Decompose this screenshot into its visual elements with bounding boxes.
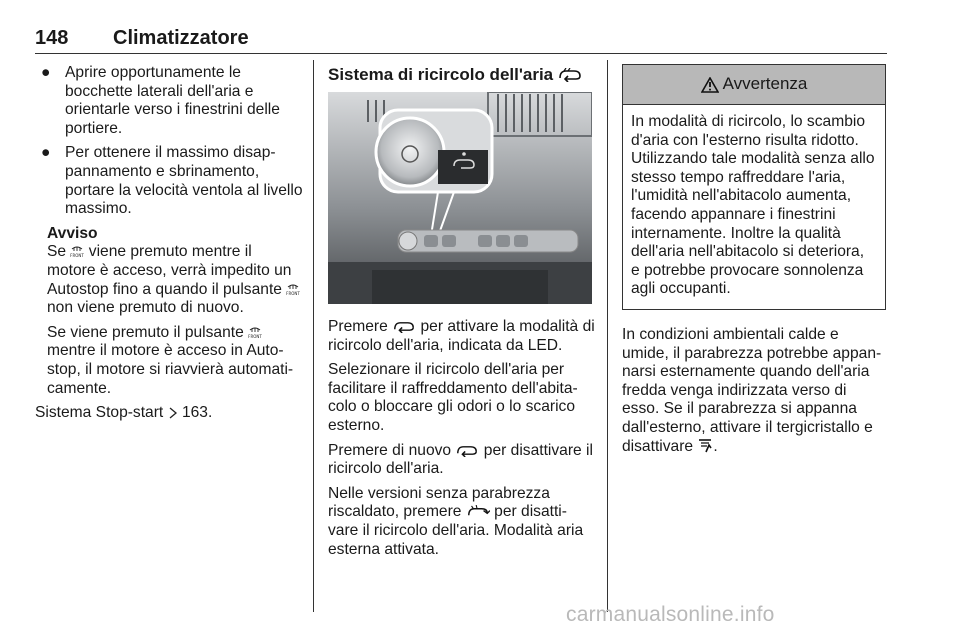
cross-reference[interactable]: Sistema Stop-start 163.	[35, 404, 213, 422]
air-recirculation-icon	[557, 68, 583, 82]
note-paragraph-1: Se FRONT viene premuto mentre il motore è acceso, verrà impedito un Autostop fino a quando il pulsante FRONT non viene premuto di nuovo.	[47, 243, 301, 317]
col3-paragraph-1: In condizioni ambientali calde e umide, il parabrezza potrebbe appan-narsi esternamente quando dell'aria fredda venga indirizzata verso di esso. Se il parabrezza si appanna dall'esterno, attivare il tergicristallo e disattivare .	[622, 325, 882, 455]
list-item: ● Per ottenere il massimo disap-pannamento e sbrinamento, portare la velocità ventola al livello massimo.	[41, 144, 303, 218]
warning-text: In modalità di ricircolo, lo scambio d'aria con l'esterno risulta ridotto. Utilizzando tale modalità senza allo stesso tempo raffreddare l'aria, l'umidità nell'abitacolo aumenta, facendo appannare i finestrini internamente. Inoltre la qualità dell'aria nell'abitacolo si deteriora, e potrebbe provocare sonnolenza agli occupanti.	[631, 113, 875, 298]
note-paragraph-2: Se viene premuto il pulsante FRONT mentre il motore è acceso in Auto-stop, il motore si riavvierà automati-camente.	[47, 323, 294, 397]
air-recirculation-icon	[455, 444, 479, 457]
svg-text:FRONT: FRONT	[70, 253, 85, 259]
note-block	[35, 225, 303, 398]
air-recirculation-icon	[392, 320, 416, 333]
col2-paragraph-1: Premere per attivare la modalità di ricircolo dell'aria, indicata da LED.	[328, 318, 595, 354]
warning-triangle-icon	[701, 77, 719, 93]
front-defrost-icon	[248, 325, 262, 339]
warning-title: Avvertenza	[722, 74, 808, 94]
col2-paragraph-2: Selezionare il ricircolo dell'aria per facilitare il raffreddamento dell'abita-colo o bloccare gli odori o lo scarico esterno.	[328, 361, 578, 434]
page-reference-arrow-icon	[168, 407, 178, 419]
warning-header	[623, 65, 885, 105]
console-illustration	[328, 92, 592, 304]
watermark: carmanualsonline.info	[566, 603, 775, 626]
column-2	[328, 64, 596, 565]
column-divider-1	[313, 60, 314, 612]
bullet-list	[35, 64, 303, 219]
col2-paragraph-3: Premere di nuovo per disattivare il ricircolo dell'aria.	[328, 441, 593, 478]
page-header	[35, 26, 887, 54]
console-figure	[328, 92, 592, 304]
svg-text:FRONT: FRONT	[286, 290, 301, 296]
column-3	[622, 64, 888, 462]
outside-air-icon	[466, 505, 490, 518]
chapter-title: Climatizzatore	[113, 27, 249, 49]
col2-paragraph-4: Nelle versioni senza parabrezza riscaldato, premere per disatti-vare il ricircolo dell'aria. Modalità aria esterna attivata.	[328, 484, 584, 558]
warning-box	[622, 64, 886, 310]
section-title: Sistema di ricircolo dell'aria	[328, 64, 596, 86]
column-1	[35, 64, 303, 429]
note-title: Avviso	[47, 224, 98, 242]
list-item: ● Aprire opportunamente le bocchette laterali dell'aria e orientarle verso i finestrini delle portiere.	[41, 64, 280, 137]
page-number: 148	[35, 27, 69, 49]
svg-text:FRONT: FRONT	[248, 333, 262, 339]
front-defrost-icon	[70, 244, 84, 258]
column-divider-2	[607, 60, 608, 612]
front-defrost-icon	[286, 282, 300, 296]
windshield-airflow-icon	[697, 438, 713, 453]
